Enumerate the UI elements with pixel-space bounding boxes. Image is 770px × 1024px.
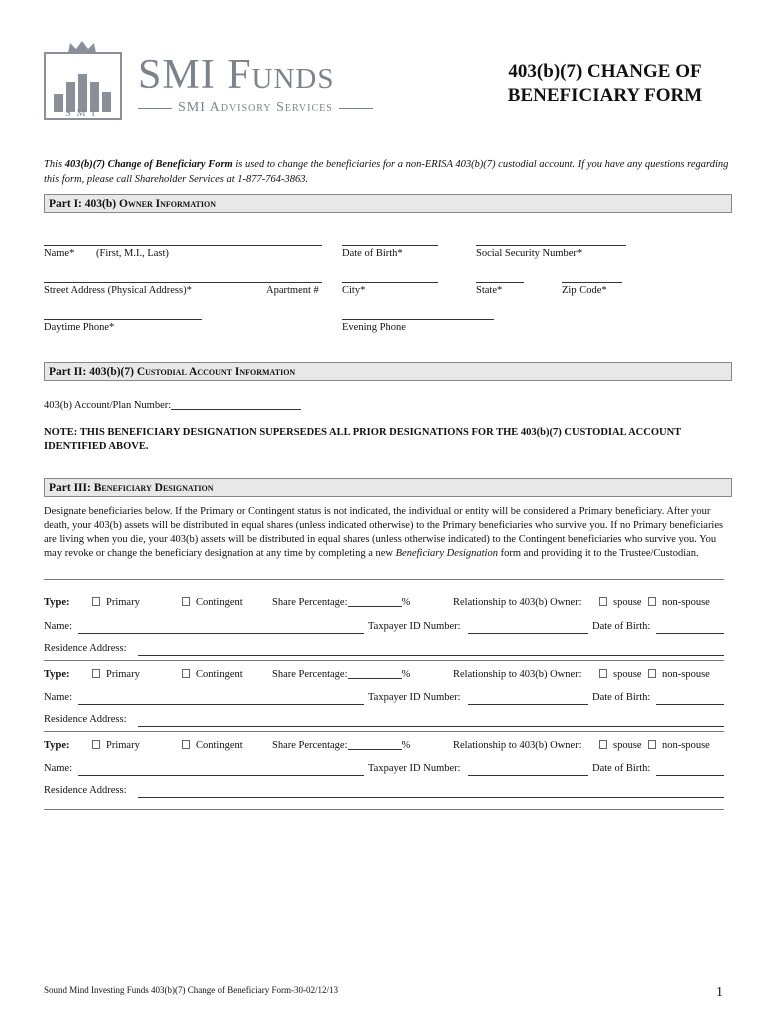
non-spouse-label: non-spouse [662,669,710,680]
instructions-text: form and providing it to the Trustee/Custodian. [497,548,699,559]
residence-address-label: Residence Address: [44,785,127,796]
intro-text: is used to change the beneficiaries for a non-ERISA 403(b)(7) custodial account. If you have any questions regarding this form, please call Shareholder Services at 1-877-764-3863. [44,159,729,185]
contingent-option[interactable] [182,740,243,751]
residence-address-field[interactable] [138,655,724,656]
taxpayer-id-label: Taxpayer ID Number: [368,692,461,703]
beneficiary-dob-label: Date of Birth: [592,621,651,632]
section-header-part3 [44,478,732,497]
residence-address-field[interactable] [138,726,724,727]
checkbox-spouse[interactable] [599,669,607,678]
divider [44,809,724,810]
beneficiary-name-field[interactable] [78,775,364,776]
daytime-phone-label: Daytime Phone* [44,322,115,333]
page-number: 1 [716,985,723,1000]
checkbox-spouse[interactable] [599,740,607,749]
share-percentage-field[interactable] [348,669,402,679]
beneficiary-name-label: Name: [44,763,72,774]
share-percentage-field[interactable] [348,740,402,750]
intro-paragraph [44,157,734,187]
name-field[interactable] [44,245,322,246]
spouse-option[interactable] [599,597,642,608]
evening-phone-label: Evening Phone [342,322,406,333]
share-percentage-row [272,597,410,608]
taxpayer-id-label: Taxpayer ID Number: [368,763,461,774]
contingent-label: Contingent [196,669,243,680]
checkbox-non-spouse[interactable] [648,597,656,606]
share-percentage-field[interactable] [348,597,402,607]
spouse-option[interactable] [599,740,642,751]
non-spouse-option[interactable] [648,669,710,680]
section-header-part1 [44,194,732,213]
form-title-line: 403(b)(7) CHANGE OF [508,61,702,82]
relationship-label: Relationship to 403(b) Owner: [453,669,582,680]
taxpayer-id-field[interactable] [468,633,588,634]
account-number-label: 403(b) Account/Plan Number: [44,400,172,411]
share-percentage-label: Share Percentage: [272,740,348,751]
logo-bar [78,74,87,112]
checkbox-primary[interactable] [92,740,100,749]
primary-option[interactable] [92,740,140,751]
divider [44,579,724,580]
section-heading: Custodial Account Information [136,366,296,378]
supersede-note: NOTE: THIS BENEFICIARY DESIGNATION SUPERSEDES ALL PRIOR DESIGNATIONS FOR THE 403(b)(7) CUSTODIAL ACCOUNT IDENTIFIED ABOVE. [44,427,681,452]
logo-mini-text: SMI [65,108,101,119]
relationship-label: Relationship to 403(b) Owner: [453,740,582,751]
beneficiary-name-field[interactable] [78,704,364,705]
type-label: Type: [44,740,70,751]
divider [44,731,724,732]
primary-option[interactable] [92,597,140,608]
instructions-text: Designate beneficiaries below. If the Primary or Contingent status is not indicated, the individual or entity will be considered a Primary beneficiary. After your death, your 403(b) assets will be distributed in equal shares (unless indicated otherwise) to the Primary beneficiaries who survive you. If no Primary beneficiaries are living when you die, your 403(b) assets will be distributed in equal shares (unless otherwise indicated) to the Contingent beneficiaries who survive you. You may revoke or change the beneficiary designation at any time by completing a new [44,506,724,559]
evening-phone-field[interactable] [342,319,494,320]
non-spouse-option[interactable] [648,740,710,751]
taxpayer-id-label: Taxpayer ID Number: [368,621,461,632]
section-heading: Part III: [49,482,94,494]
name-label: Name* [44,248,75,259]
sub-brand [138,100,373,116]
percent-sign: % [401,669,411,680]
residence-address-field[interactable] [138,797,724,798]
residence-address-label: Residence Address: [44,643,127,654]
checkbox-non-spouse[interactable] [648,669,656,678]
spouse-label: spouse [613,740,642,751]
city-label: City* [342,285,366,296]
contingent-label: Contingent [196,597,243,608]
non-spouse-option[interactable] [648,597,710,608]
non-spouse-label: non-spouse [662,597,710,608]
share-percentage-row [272,740,410,751]
zip-label: Zip Code* [562,285,607,296]
divider [339,108,373,109]
beneficiary-dob-field[interactable] [656,775,724,776]
type-label: Type: [44,597,70,608]
checkbox-contingent[interactable] [182,740,190,749]
sub-brand-text: SMI Advisory Services [178,100,333,115]
residence-address-label: Residence Address: [44,714,127,725]
checkbox-non-spouse[interactable] [648,740,656,749]
share-percentage-row [272,669,410,680]
daytime-phone-field[interactable] [44,319,202,320]
intro-form-name: 403(b)(7) Change of Beneficiary Form [64,159,233,170]
primary-option[interactable] [92,669,140,680]
section-heading: Owner Information [118,198,216,210]
taxpayer-id-field[interactable] [468,704,588,705]
ssn-field[interactable] [476,245,626,246]
non-spouse-label: non-spouse [662,740,710,751]
name-hint: (First, M.I., Last) [96,248,169,259]
brand-name: SMI Funds [138,52,335,98]
footer-text: Sound Mind Investing Funds 403(b)(7) Change of Beneficiary Form-30-02/12/13 [44,985,338,995]
beneficiary-dob-field[interactable] [656,704,724,705]
account-number-field[interactable] [171,400,301,410]
section-heading: Part II: 403(b)(7) [49,366,137,378]
contingent-label: Contingent [196,740,243,751]
state-label: State* [476,285,503,296]
beneficiary-dob-label: Date of Birth: [592,763,651,774]
apartment-label: Apartment # [266,285,319,296]
type-label: Type: [44,669,70,680]
form-title [480,60,730,108]
share-percentage-label: Share Percentage: [272,669,348,680]
dob-label: Date of Birth* [342,248,403,259]
street-label: Street Address (Physical Address)* [44,285,192,296]
beneficiary-name-label: Name: [44,692,72,703]
relationship-label: Relationship to 403(b) Owner: [453,597,582,608]
beneficiary-dob-field[interactable] [656,633,724,634]
zip-field[interactable] [562,282,622,283]
dob-field[interactable] [342,245,438,246]
section-header-part2 [44,362,732,381]
checkbox-primary[interactable] [92,669,100,678]
primary-label: Primary [106,740,140,751]
divider [138,108,172,109]
primary-label: Primary [106,669,140,680]
divider [44,660,724,661]
city-field[interactable] [342,282,438,283]
ssn-label: Social Security Number* [476,248,583,259]
checkbox-spouse[interactable] [599,597,607,606]
beneficiary-dob-label: Date of Birth: [592,692,651,703]
taxpayer-id-field[interactable] [468,775,588,776]
contingent-option[interactable] [182,597,243,608]
form-title-line: BENEFICIARY FORM [507,85,703,106]
intro-text: This [44,159,65,170]
percent-sign: % [401,740,411,751]
spouse-option[interactable] [599,669,642,680]
section-heading: Part I: 403(b) [49,198,119,210]
spouse-label: spouse [613,597,642,608]
state-field[interactable] [476,282,524,283]
beneficiary-name-label: Name: [44,621,72,632]
primary-label: Primary [106,597,140,608]
account-number-row [44,400,301,411]
contingent-option[interactable] [182,669,243,680]
section-heading: Beneficiary Designation [93,482,214,494]
designation-instructions [44,505,734,561]
share-percentage-label: Share Percentage: [272,597,348,608]
spouse-label: spouse [613,669,642,680]
checkbox-contingent[interactable] [182,669,190,678]
crown-icon [66,40,98,54]
checkbox-contingent[interactable] [182,597,190,606]
street-field[interactable] [44,282,322,283]
beneficiary-name-field[interactable] [78,633,364,634]
checkbox-primary[interactable] [92,597,100,606]
percent-sign: % [401,597,411,608]
instructions-form-name: Beneficiary Designation [395,548,498,559]
